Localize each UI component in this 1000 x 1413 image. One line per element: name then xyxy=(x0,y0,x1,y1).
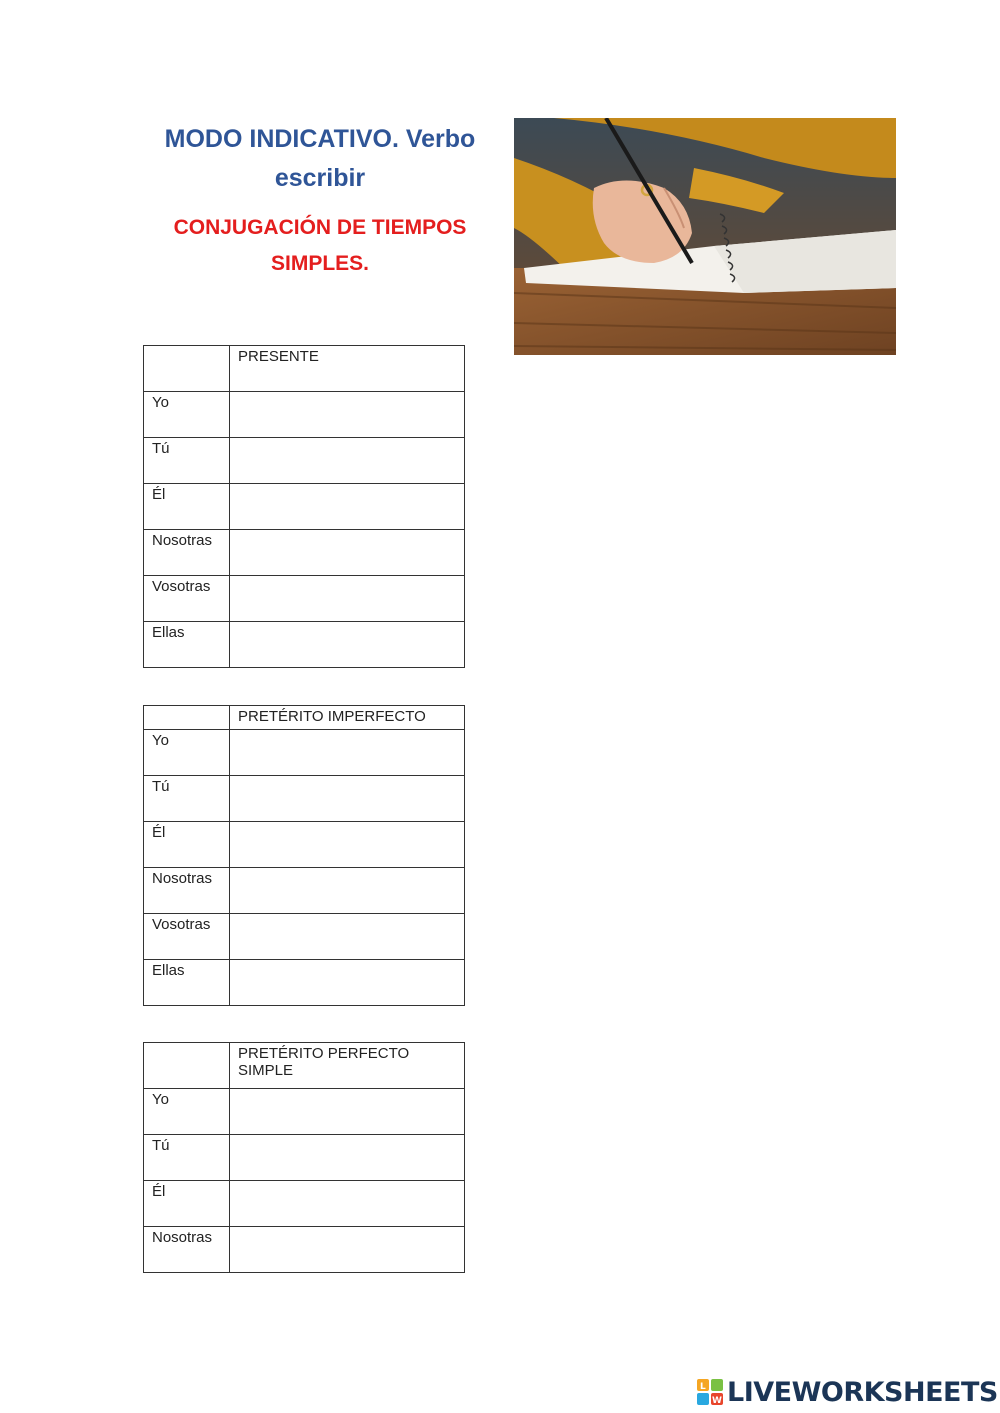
answer-input[interactable] xyxy=(238,824,460,862)
table-row xyxy=(144,484,465,530)
answer-input[interactable] xyxy=(238,440,460,478)
answer-cell xyxy=(230,914,465,960)
table-row xyxy=(144,622,465,668)
conjugation-table-presente xyxy=(143,345,465,668)
table-row xyxy=(144,960,465,1006)
answer-cell xyxy=(230,530,465,576)
answer-input[interactable] xyxy=(238,578,460,616)
answer-input[interactable] xyxy=(238,1183,460,1221)
answer-input[interactable] xyxy=(238,962,460,1000)
logo-letter: W xyxy=(712,1396,722,1405)
answer-cell xyxy=(230,438,465,484)
answer-input[interactable] xyxy=(238,532,460,570)
answer-cell xyxy=(230,776,465,822)
pronoun-cell: Tú xyxy=(144,776,230,822)
table-header-row xyxy=(144,706,465,730)
pronoun-cell: Tú xyxy=(144,438,230,484)
answer-cell xyxy=(230,822,465,868)
answer-cell xyxy=(230,576,465,622)
answer-cell xyxy=(230,960,465,1006)
answer-input[interactable] xyxy=(238,1229,460,1267)
table-row xyxy=(144,1181,465,1227)
header-empty-cell xyxy=(144,346,230,392)
pronoun-cell: Él xyxy=(144,822,230,868)
liveworksheets-logo xyxy=(697,1374,998,1410)
table-row xyxy=(144,776,465,822)
answer-input[interactable] xyxy=(238,870,460,908)
answer-input[interactable] xyxy=(238,486,460,524)
writing-hand-photo xyxy=(514,118,896,355)
pronoun-cell: Ellas xyxy=(144,960,230,1006)
answer-cell xyxy=(230,1089,465,1135)
table-row xyxy=(144,868,465,914)
liveworksheets-logo-icon xyxy=(697,1379,723,1405)
answer-input[interactable] xyxy=(238,1091,460,1129)
table-row xyxy=(144,914,465,960)
answer-cell xyxy=(230,868,465,914)
answer-cell xyxy=(230,392,465,438)
answer-cell xyxy=(230,1181,465,1227)
conjugation-table-preterito-perfecto-simple xyxy=(143,1042,465,1273)
answer-input[interactable] xyxy=(238,394,460,432)
pronoun-cell: Yo xyxy=(144,1089,230,1135)
pronoun-cell: Yo xyxy=(144,730,230,776)
table-row xyxy=(144,392,465,438)
tense-header: PRETÉRITO PERFECTO SIMPLE xyxy=(230,1043,465,1089)
header-empty-cell xyxy=(144,706,230,730)
pronoun-cell: Ellas xyxy=(144,622,230,668)
answer-cell xyxy=(230,484,465,530)
pronoun-cell: Tú xyxy=(144,1135,230,1181)
answer-input[interactable] xyxy=(238,1137,460,1175)
answer-cell xyxy=(230,730,465,776)
pronoun-cell: Vosotras xyxy=(144,576,230,622)
pronoun-cell: Nosotras xyxy=(144,868,230,914)
answer-cell xyxy=(230,1135,465,1181)
table-header-row xyxy=(144,1043,465,1089)
table-row xyxy=(144,730,465,776)
table-row xyxy=(144,1135,465,1181)
pronoun-cell: Yo xyxy=(144,392,230,438)
table-row xyxy=(144,530,465,576)
pronoun-cell: Vosotras xyxy=(144,914,230,960)
worksheet-title: MODO INDICATIVO. Verbo escribir xyxy=(164,125,476,192)
table-row xyxy=(144,438,465,484)
pronoun-cell: Él xyxy=(144,484,230,530)
table-header-row xyxy=(144,346,465,392)
conjugation-table-preterito-imperfecto xyxy=(143,705,465,1006)
answer-input[interactable] xyxy=(238,916,460,954)
worksheet-subtitle: CONJUGACIÓN DE TIEMPOS SIMPLES. xyxy=(173,216,467,275)
table-row xyxy=(144,576,465,622)
answer-cell xyxy=(230,622,465,668)
table-row xyxy=(144,1089,465,1135)
table-row xyxy=(144,822,465,868)
answer-input[interactable] xyxy=(238,778,460,816)
answer-cell xyxy=(230,1227,465,1273)
answer-input[interactable] xyxy=(238,732,460,770)
table-row xyxy=(144,1227,465,1273)
pronoun-cell: Él xyxy=(144,1181,230,1227)
tense-header: PRETÉRITO IMPERFECTO xyxy=(230,706,465,730)
pronoun-cell: Nosotras xyxy=(144,1227,230,1273)
logo-text: LIVEWORKSHEETS xyxy=(727,1376,998,1408)
tense-header: PRESENTE xyxy=(230,346,465,392)
logo-letter: L xyxy=(700,1382,706,1392)
header-empty-cell xyxy=(144,1043,230,1089)
answer-input[interactable] xyxy=(238,624,460,662)
pronoun-cell: Nosotras xyxy=(144,530,230,576)
